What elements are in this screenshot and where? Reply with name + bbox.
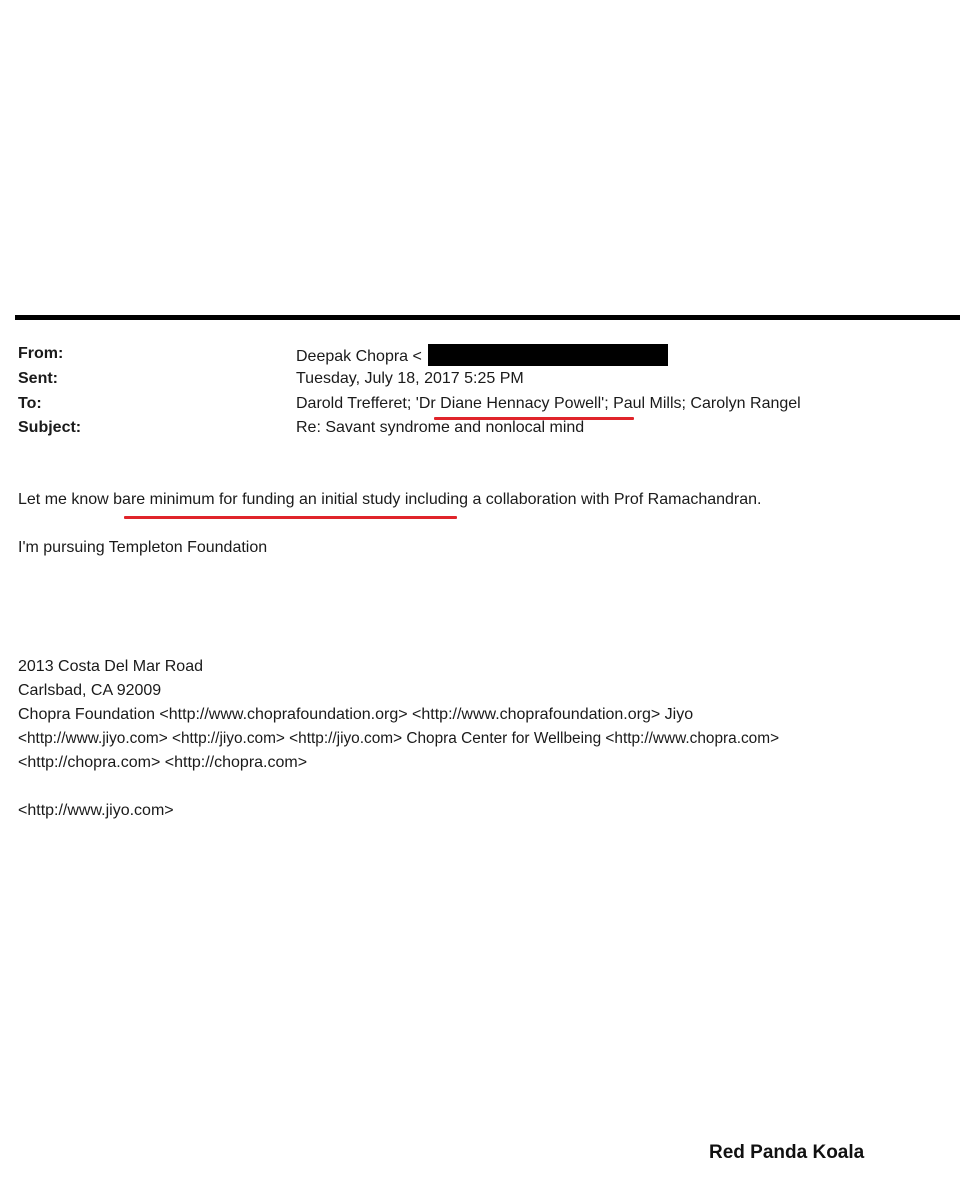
subject-value: Re: Savant syndrome and nonlocal mind xyxy=(296,419,585,436)
recipients-rest: ; Paul Mills; Carolyn Rangel xyxy=(604,395,801,412)
body-line-1-highlight: bare minimum for funding an initial study xyxy=(113,491,401,508)
recipient-highlighted: 'Dr Diane Hennacy Powell' xyxy=(415,395,605,412)
sent-value: Tuesday, July 18, 2017 5:25 PM xyxy=(296,370,524,387)
redacted-email-block xyxy=(428,344,668,366)
body-red-underline xyxy=(124,516,457,519)
header-divider xyxy=(15,315,960,320)
sender-name: Deepak Chopra < xyxy=(296,348,422,365)
signature-address-1: 2013 Costa Del Mar Road xyxy=(18,658,203,675)
recipient-1: Darold Trefferet; xyxy=(296,395,416,412)
subject-label: Subject: xyxy=(18,419,82,436)
signature-address-2: Carlsbad, CA 92009 xyxy=(18,682,162,699)
from-value xyxy=(296,344,668,367)
to-value xyxy=(296,394,801,414)
body-line-1 xyxy=(18,489,762,511)
body-line-2: I'm pursuing Templeton Foundation xyxy=(18,539,268,556)
watermark-text: Red Panda Koala xyxy=(709,1142,865,1163)
sent-label: Sent: xyxy=(18,370,58,387)
signature-links-4: <http://www.jiyo.com> xyxy=(18,802,174,819)
signature-links-1: Chopra Foundation <http://www.choprafoundation.org> <http://www.choprafoundation.org> Jiyo xyxy=(18,706,694,723)
body-line-1-start: Let me know xyxy=(18,491,114,508)
to-label: To: xyxy=(18,395,42,412)
signature-links-2: <http://www.jiyo.com> <http://jiyo.com> <http://jiyo.com> Chopra Center for Wellbeing <http://www.chopra.com> xyxy=(18,730,780,747)
from-label: From: xyxy=(18,345,64,362)
signature-links-3: <http://chopra.com> <http://chopra.com> xyxy=(18,754,308,771)
body-line-1-end: including a collaboration with Prof Ramachandran. xyxy=(400,491,762,508)
